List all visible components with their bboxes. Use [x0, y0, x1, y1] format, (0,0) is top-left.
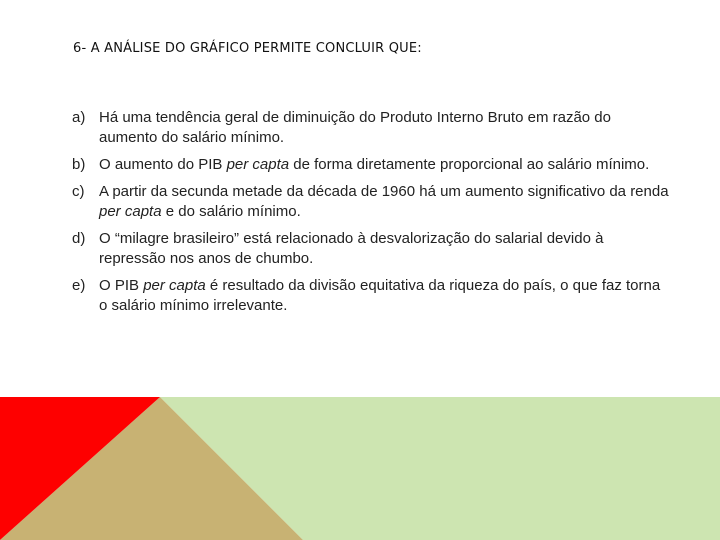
slide-title: 6- A ANÁLISE DO GRÁFICO PERMITE CONCLUIR QUE: — [73, 41, 422, 56]
option-text-segment: O “milagre brasileiro” está relacionado à desvalorização do salarial devido à repressão nos anos de chumbo. — [99, 230, 604, 267]
option-text-segment: O PIB — [99, 277, 144, 294]
option-letter: b) — [72, 156, 86, 173]
option-text-italic: per capta — [226, 156, 290, 173]
option-text-segment: Há uma tendência geral de diminuição do Produto Interno Bruto em razão do aumento do salário mínimo. — [99, 109, 611, 146]
option-text-segment: de forma diretamente proporcional ao salário mínimo. — [289, 156, 650, 173]
option-text-italic: per capta — [143, 277, 206, 294]
option-text-italic: per capta — [99, 203, 162, 220]
option-letter: d) — [72, 230, 86, 247]
option-text-segment: é resultado da divisão equitativa da riqueza do país, o que faz torna o salário mínimo irrelevante. — [99, 277, 661, 314]
option-letter: e) — [72, 277, 86, 294]
option-text-segment: O aumento do PIB — [99, 156, 227, 173]
option-text-segment: e do salário mínimo. — [161, 203, 301, 220]
option-text-segment: A partir da secunda metade da década de 1960 há um aumento significativo da renda — [99, 183, 669, 200]
option-letter: a) — [72, 109, 86, 126]
option-letter: c) — [72, 183, 85, 200]
